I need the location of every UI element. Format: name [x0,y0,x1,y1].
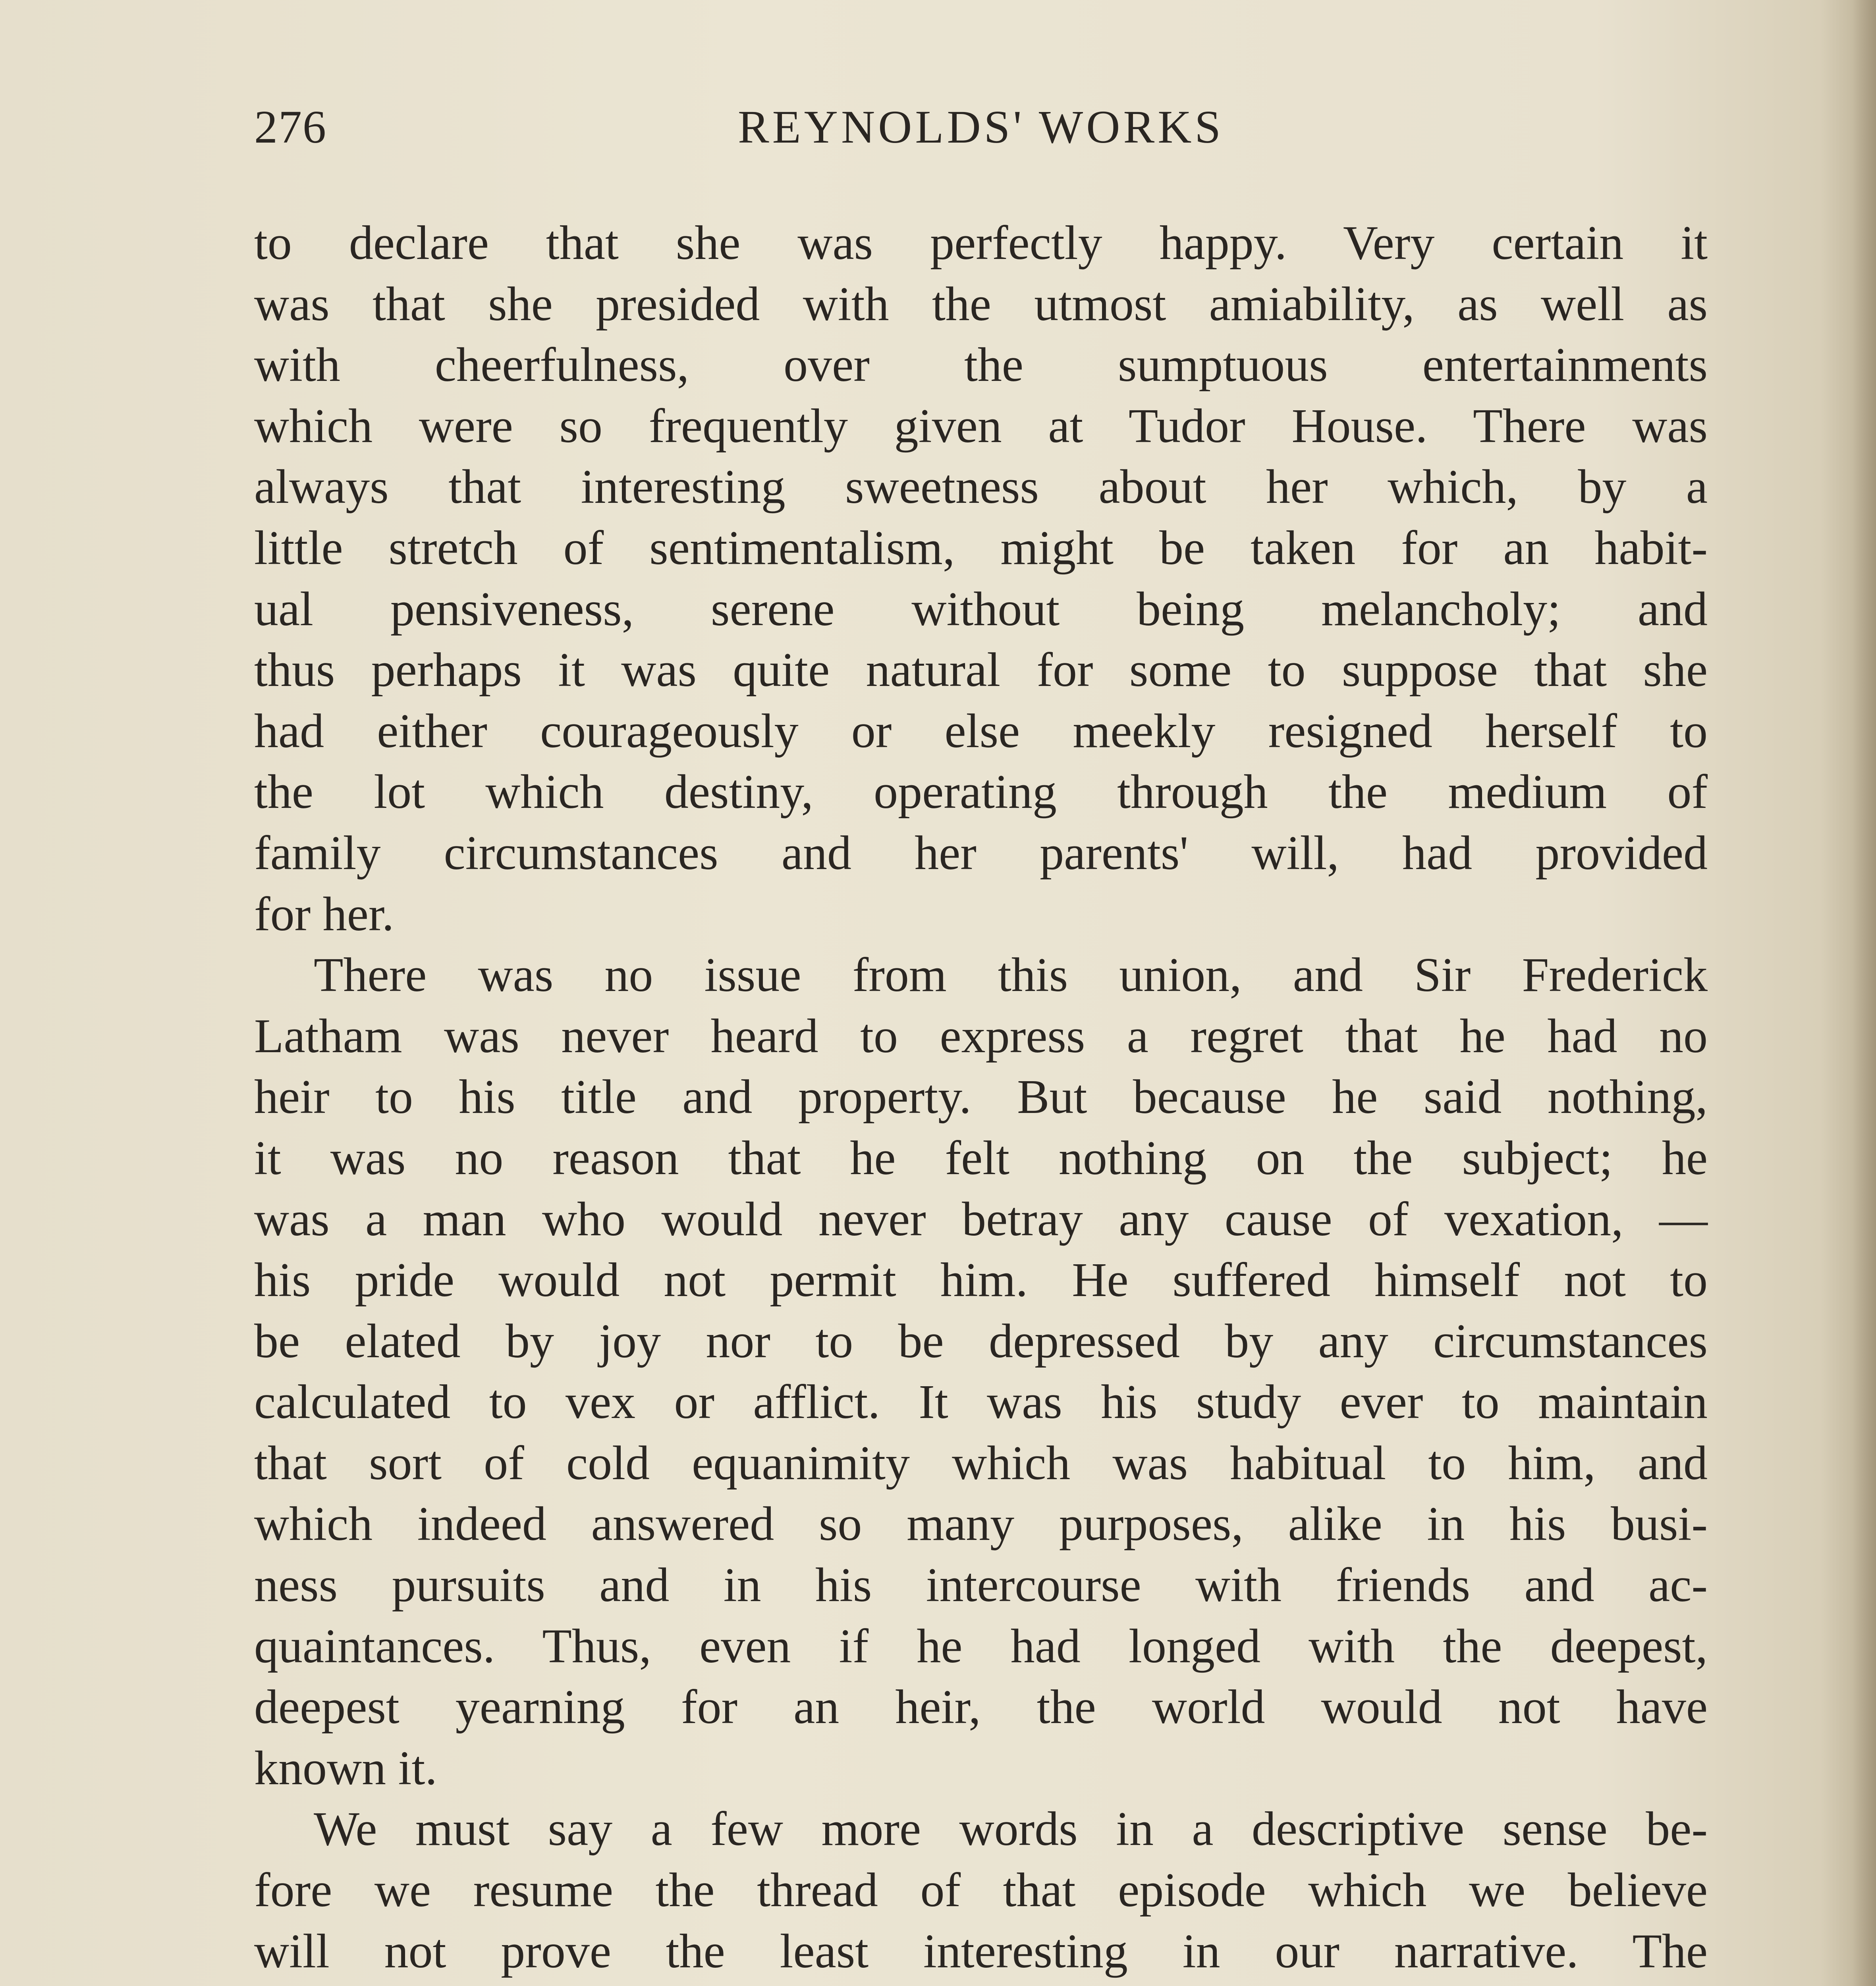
text-line: There was no issue from this union, and Sir Frederick [314,948,1708,1002]
text-line: calculated to vex or afflict. It was his study ever to maintain [254,1375,1708,1429]
text-line: We must say a few more words in a descriptive sense be- [314,1802,1708,1856]
text-line: will not prove the least interesting in our narrative. The [254,1924,1708,1978]
page-number: 276 [254,101,327,153]
text-line: his pride would not permit him. He suffered himself not to [254,1253,1708,1307]
text-line: be elated by joy nor to be depressed by any circumstances [254,1314,1708,1368]
text-line: quaintances. Thus, even if he had longed with the deepest, [254,1619,1708,1673]
text-line: Latham was never heard to express a regret that he had no [254,1009,1708,1063]
text-line: ness pursuits and in his intercourse with friends and ac- [254,1558,1708,1612]
text-line [254,1982,1708,1986]
text-line: with cheerfulness, over the sumptuous entertainments [254,338,1708,392]
text-line: that sort of cold equanimity which was habitual to him, and [254,1436,1708,1490]
page-header [254,95,1708,159]
body-text [254,213,1708,1986]
text-line: had either courageously or else meekly resigned herself to [254,704,1708,758]
text-line: it was no reason that he felt nothing on the subject; he [254,1131,1708,1185]
text-line: for her. [254,887,394,941]
text-line: deepest yearning for an heir, the world would not have [254,1680,1708,1734]
text-line: little stretch of sentimentalism, might be taken for an habit- [254,521,1708,575]
page-edge-shadow [1852,0,1876,1986]
text-line: known it. [254,1741,437,1795]
text-line: heir to his title and property. But because he said nothing, [254,1070,1708,1124]
text-line: to declare that she was perfectly happy. Very certain it [254,216,1708,270]
text-line: always that interesting sweetness about her which, by a [254,460,1708,514]
text-line: was that she presided with the utmost amiability, as well as [254,277,1708,331]
running-head: REYNOLDS' WORKS [737,101,1224,153]
text-line: family circumstances and her parents' will, had provided [254,826,1708,880]
text-line: which were so frequently given at Tudor House. There was [254,399,1708,453]
text-line: which indeed answered so many purposes, alike in his busi- [254,1497,1708,1551]
text-line: ual pensiveness, serene without being melancholy; and [254,582,1708,636]
text-line: thus perhaps it was quite natural for some to suppose that she [254,643,1708,697]
text-line: the lot which destiny, operating through the medium of [254,765,1708,819]
text-line: fore we resume the thread of that episode which we believe [254,1863,1708,1917]
text-line: was a man who would never betray any cause of vexation, — [254,1192,1708,1246]
